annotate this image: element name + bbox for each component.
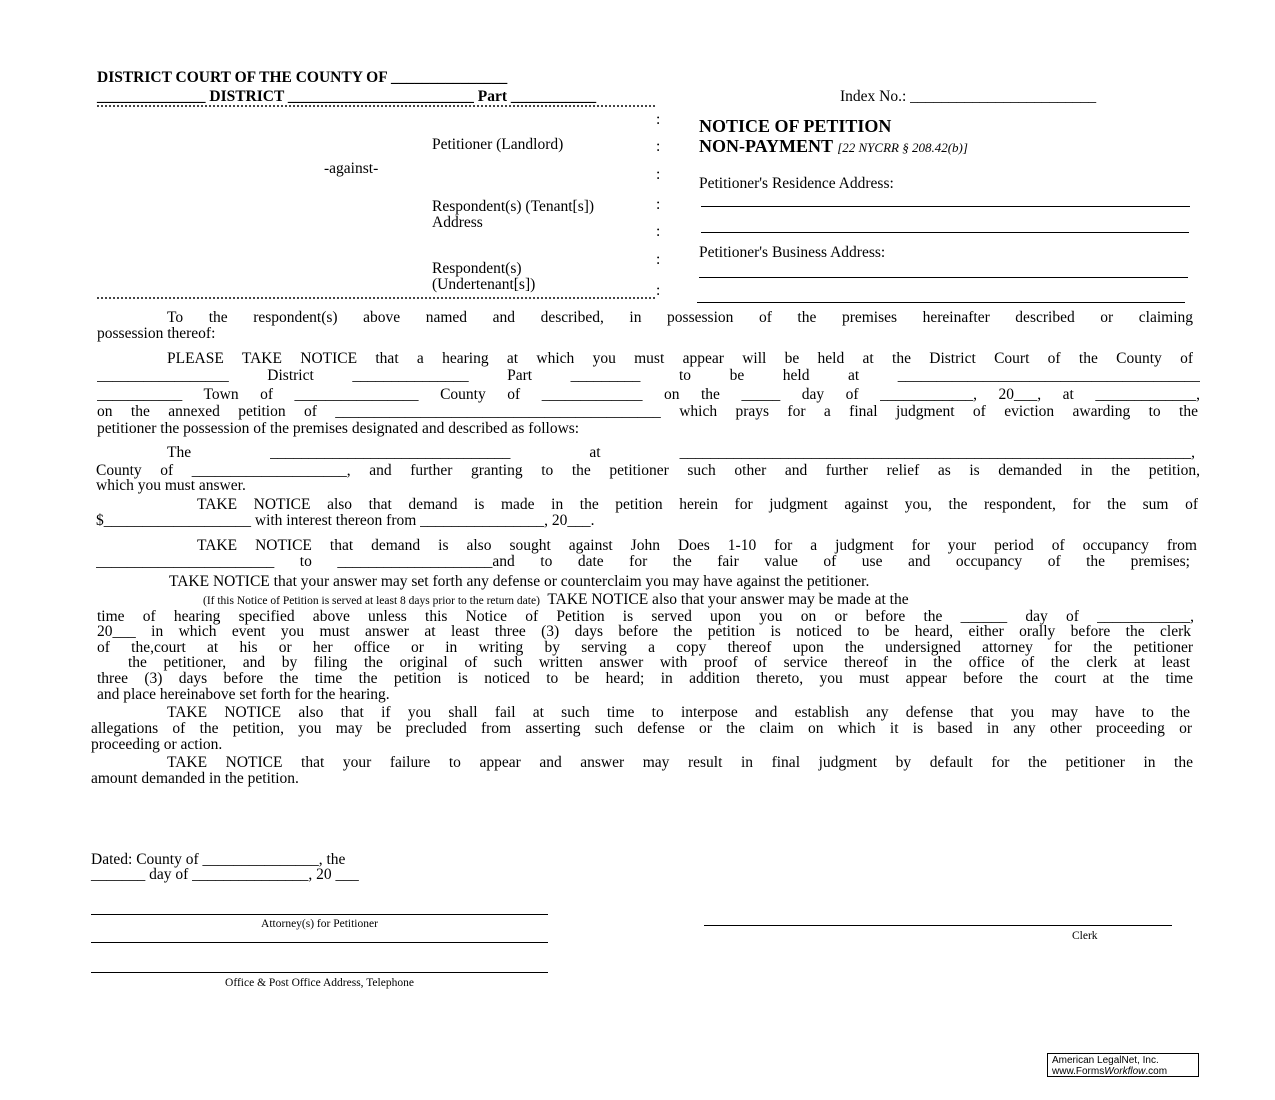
- attorney-label: Attorney(s) for Petitioner: [261, 918, 378, 930]
- index-number: Index No.: ________________________: [840, 88, 1097, 105]
- body-line: of the,court at his or her office or in writing by serving a copy thereof upon the undersigned attorney for the petitioner: [97, 639, 1193, 656]
- publisher-name: American LegalNet, Inc.: [1052, 1055, 1159, 1066]
- court-county-line: DISTRICT COURT OF THE COUNTY OF _______________: [97, 69, 508, 86]
- body-line: County of ____________________, and further granting to the petitioner such other and further relief as is demanded in the petition,: [96, 462, 1200, 479]
- business-address-label: Petitioner's Business Address:: [699, 244, 886, 261]
- body-line: TAKE NOTICE also that if you shall fail at such time to interpose and establish any defense that you may have to the: [167, 704, 1190, 721]
- undertenant-label: (Undertenant[s]): [432, 276, 536, 293]
- body-line: possession thereof:: [97, 325, 216, 342]
- against-label: -against-: [324, 160, 379, 177]
- petitioner-label: Petitioner (Landlord): [432, 136, 564, 153]
- url-part: Workflow: [1104, 1066, 1146, 1077]
- colon: :: [656, 282, 661, 299]
- residence-address-line: [701, 232, 1189, 233]
- business-address-line: [699, 277, 1188, 278]
- body-line: which you must answer.: [96, 477, 246, 494]
- colon: :: [656, 196, 661, 213]
- document-title: NOTICE OF PETITION: [699, 116, 892, 136]
- body-line: _________________ District _______________ Part _________ to be held at _______________________________________: [97, 367, 1200, 384]
- body-line: 20___ in which event you must answer at least three (3) days before the petition is noticed to be heard, either orally before the clerk: [97, 623, 1191, 640]
- body-line: three (3) days before the time the petition is noticed to be heard; in addition thereto, you must appear before the court at the time: [97, 670, 1193, 687]
- body-line: To the respondent(s) above named and described, in possession of the premises hereinafter described or claiming: [167, 309, 1193, 326]
- body-line: the petitioner, and by filing the original of such written answer with proof of service thereof in the office of the clerk at least: [128, 654, 1190, 671]
- body-text: TAKE NOTICE also that your answer may be made at the: [547, 591, 909, 608]
- respondent-tenant-label: Respondent(s) (Tenant[s]): [432, 198, 595, 215]
- non-payment-label: NON-PAYMENT: [699, 136, 833, 156]
- publisher-url: [1052, 1066, 1194, 1077]
- url-part: .com: [1145, 1066, 1168, 1077]
- clerk-signature-line: [704, 925, 1172, 926]
- business-address-line: [697, 302, 1185, 303]
- respondent-undertenant-label: Respondent(s): [432, 260, 522, 277]
- dated-day-line: _______ day of _______________, 20 ___: [91, 866, 359, 883]
- body-line: TAKE NOTICE that your answer may set forth any defense or counterclaim you may have against the petitioner.: [169, 573, 870, 590]
- body-line: PLEASE TAKE NOTICE that a hearing at which you must appear will be held at the District Court of the County of: [167, 350, 1193, 367]
- body-line: ___________ Town of ________________ County of _____________ on the _____ day of ____________, 20___, at _____________,: [97, 386, 1200, 403]
- publisher-logo: [1047, 1053, 1199, 1077]
- signature-line: [91, 942, 548, 943]
- service-note: (If this Notice of Petition is served at least 8 days prior to the return date): [203, 595, 540, 607]
- body-line: petitioner the possession of the premises designated and described as follows:: [97, 420, 580, 437]
- body-line: and place hereinabove set forth for the hearing.: [97, 686, 390, 703]
- body-line: The _______________________________ at __________________________________________________________________,: [167, 444, 1195, 461]
- dated-line: Dated: County of _______________, the: [91, 851, 346, 868]
- url-part: www.Forms: [1052, 1066, 1105, 1077]
- citation: [22 NYCRR § 208.42(b)]: [837, 140, 968, 155]
- colon: :: [656, 138, 661, 155]
- colon: :: [656, 111, 661, 128]
- body-line: TAKE NOTICE that demand is also sought against John Does 1-10 for a judgment for your period of occupancy from: [197, 537, 1197, 554]
- residence-address-line: [701, 206, 1190, 207]
- colon: :: [656, 251, 661, 268]
- body-line: allegations of the petition, you may be precluded from asserting such defense or the claim on which it is based in any other proceeding or: [91, 720, 1192, 737]
- dotted-divider: [97, 105, 655, 107]
- body-line: on the annexed petition of __________________________________________ which prays for a final judgment of eviction awarding to the: [97, 403, 1198, 420]
- document-subtitle: [699, 138, 968, 156]
- body-line: TAKE NOTICE also that demand is made in the petition herein for judgment against you, the respondent, for the sum of: [197, 496, 1198, 513]
- address-label: Address: [432, 214, 483, 231]
- signature-line: [91, 972, 548, 973]
- district-part-line: ______________ DISTRICT ________________________ Part ___________: [97, 88, 597, 105]
- body-line: $___________________ with interest thereon from ________________, 20___.: [96, 512, 595, 529]
- clerk-label: Clerk: [1072, 930, 1098, 942]
- dotted-divider: [97, 297, 655, 299]
- attorney-signature-line: [91, 914, 548, 915]
- body-line: amount demanded in the petition.: [91, 770, 299, 787]
- colon: :: [656, 223, 661, 240]
- body-line: TAKE NOTICE that your failure to appear and answer may result in final judgment by default for the petitioner in the: [167, 754, 1193, 771]
- colon: :: [656, 166, 661, 183]
- body-line: time of hearing specified above unless this Notice of Petition is served upon you on or before the ______ day of ____________,: [97, 608, 1194, 625]
- residence-address-label: Petitioner's Residence Address:: [699, 175, 894, 192]
- body-line: proceeding or action.: [91, 736, 223, 753]
- body-line: _______________________ to ____________________and to date for the fair value of use and occupancy of the premises;: [96, 553, 1190, 570]
- office-address-label: Office & Post Office Address, Telephone: [225, 977, 414, 989]
